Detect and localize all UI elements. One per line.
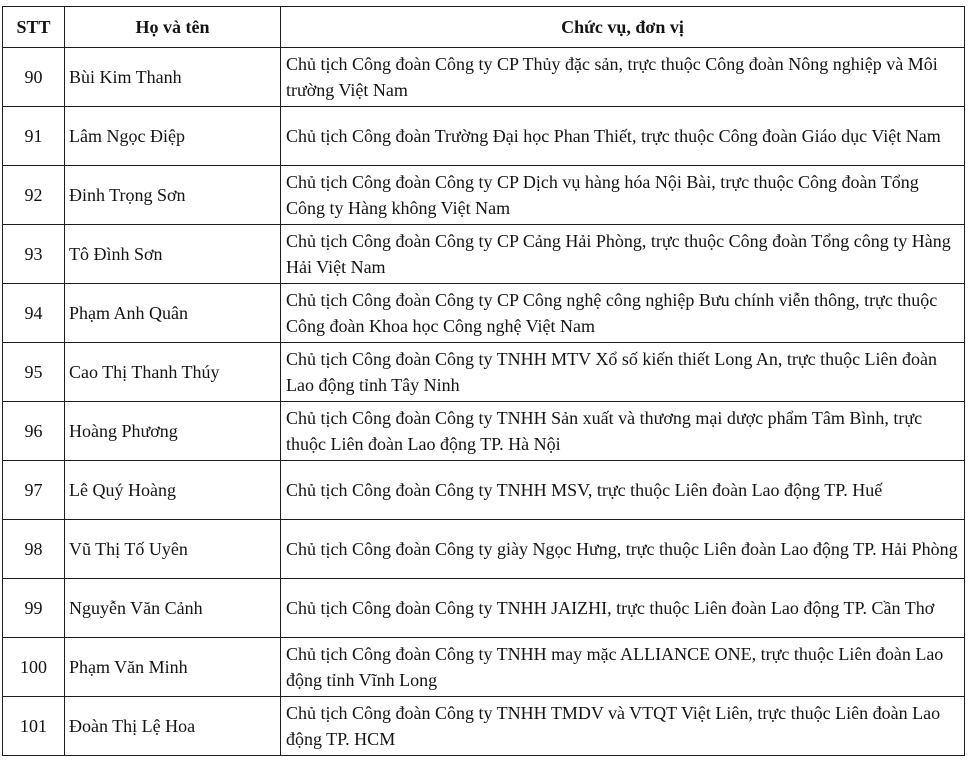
header-role: Chức vụ, đơn vị: [281, 7, 965, 48]
cell-stt: 94: [3, 284, 65, 343]
cell-role: Chủ tịch Công đoàn Công ty TNHH may mặc ALLIANCE ONE, trực thuộc Liên đoàn Lao động tỉnh Vĩnh Long: [281, 638, 965, 697]
cell-role: Chủ tịch Công đoàn Trường Đại học Phan Thiết, trực thuộc Công đoàn Giáo dục Việt Nam: [281, 107, 965, 166]
table-header-row: [3, 7, 965, 48]
table-row: [3, 343, 965, 402]
cell-name: Phạm Văn Minh: [65, 638, 281, 697]
cell-name: Tô Đình Sơn: [65, 225, 281, 284]
cell-role: Chủ tịch Công đoàn Công ty TNHH Sản xuất và thương mại dược phẩm Tâm Bình, trực thuộc Liên đoàn Lao động TP. Hà Nội: [281, 402, 965, 461]
cell-stt: 92: [3, 166, 65, 225]
table-row: [3, 697, 965, 756]
cell-role: Chủ tịch Công đoàn Công ty giày Ngọc Hưng, trực thuộc Liên đoàn Lao động TP. Hải Phòng: [281, 520, 965, 579]
cell-stt: 96: [3, 402, 65, 461]
cell-stt: 98: [3, 520, 65, 579]
table-row: [3, 225, 965, 284]
cell-role: Chủ tịch Công đoàn Công ty CP Thủy đặc sản, trực thuộc Công đoàn Nông nghiệp và Môi trường Việt Nam: [281, 48, 965, 107]
cell-stt: 95: [3, 343, 65, 402]
cell-role: Chủ tịch Công đoàn Công ty CP Cảng Hải Phòng, trực thuộc Công đoàn Tổng công ty Hàng Hải Việt Nam: [281, 225, 965, 284]
cell-role: Chủ tịch Công đoàn Công ty CP Công nghệ công nghiệp Bưu chính viễn thông, trực thuộc Công đoàn Khoa học Công nghệ Việt Nam: [281, 284, 965, 343]
cell-name: Phạm Anh Quân: [65, 284, 281, 343]
cell-role: Chủ tịch Công đoàn Công ty TNHH MSV, trực thuộc Liên đoàn Lao động TP. Huế: [281, 461, 965, 520]
cell-role: Chủ tịch Công đoàn Công ty TNHH MTV Xổ số kiến thiết Long An, trực thuộc Liên đoàn Lao động tỉnh Tây Ninh: [281, 343, 965, 402]
cell-role: Chủ tịch Công đoàn Công ty TNHH JAIZHI, trực thuộc Liên đoàn Lao động TP. Cần Thơ: [281, 579, 965, 638]
cell-role: Chủ tịch Công đoàn Công ty TNHH TMDV và VTQT Việt Liên, trực thuộc Liên đoàn Lao động TP. HCM: [281, 697, 965, 756]
table-row: [3, 402, 965, 461]
cell-stt: 101: [3, 697, 65, 756]
table-row: [3, 520, 965, 579]
cell-stt: 100: [3, 638, 65, 697]
cell-name: Bùi Kim Thanh: [65, 48, 281, 107]
members-table: [2, 6, 965, 756]
header-name: Họ và tên: [65, 7, 281, 48]
cell-stt: 97: [3, 461, 65, 520]
header-stt: STT: [3, 7, 65, 48]
cell-name: Cao Thị Thanh Thúy: [65, 343, 281, 402]
cell-role: Chủ tịch Công đoàn Công ty CP Dịch vụ hàng hóa Nội Bài, trực thuộc Công đoàn Tổng Công ty Hàng không Việt Nam: [281, 166, 965, 225]
cell-stt: 90: [3, 48, 65, 107]
table-row: [3, 48, 965, 107]
cell-stt: 91: [3, 107, 65, 166]
cell-name: Nguyễn Văn Cảnh: [65, 579, 281, 638]
table-row: [3, 461, 965, 520]
cell-stt: 99: [3, 579, 65, 638]
cell-name: Hoàng Phương: [65, 402, 281, 461]
cell-name: Vũ Thị Tố Uyên: [65, 520, 281, 579]
cell-name: Đinh Trọng Sơn: [65, 166, 281, 225]
cell-name: Lê Quý Hoàng: [65, 461, 281, 520]
table-row: [3, 579, 965, 638]
table-row: [3, 638, 965, 697]
table-row: [3, 166, 965, 225]
table-row: [3, 107, 965, 166]
cell-name: Đoàn Thị Lệ Hoa: [65, 697, 281, 756]
cell-name: Lâm Ngọc Điệp: [65, 107, 281, 166]
cell-stt: 93: [3, 225, 65, 284]
table-row: [3, 284, 965, 343]
